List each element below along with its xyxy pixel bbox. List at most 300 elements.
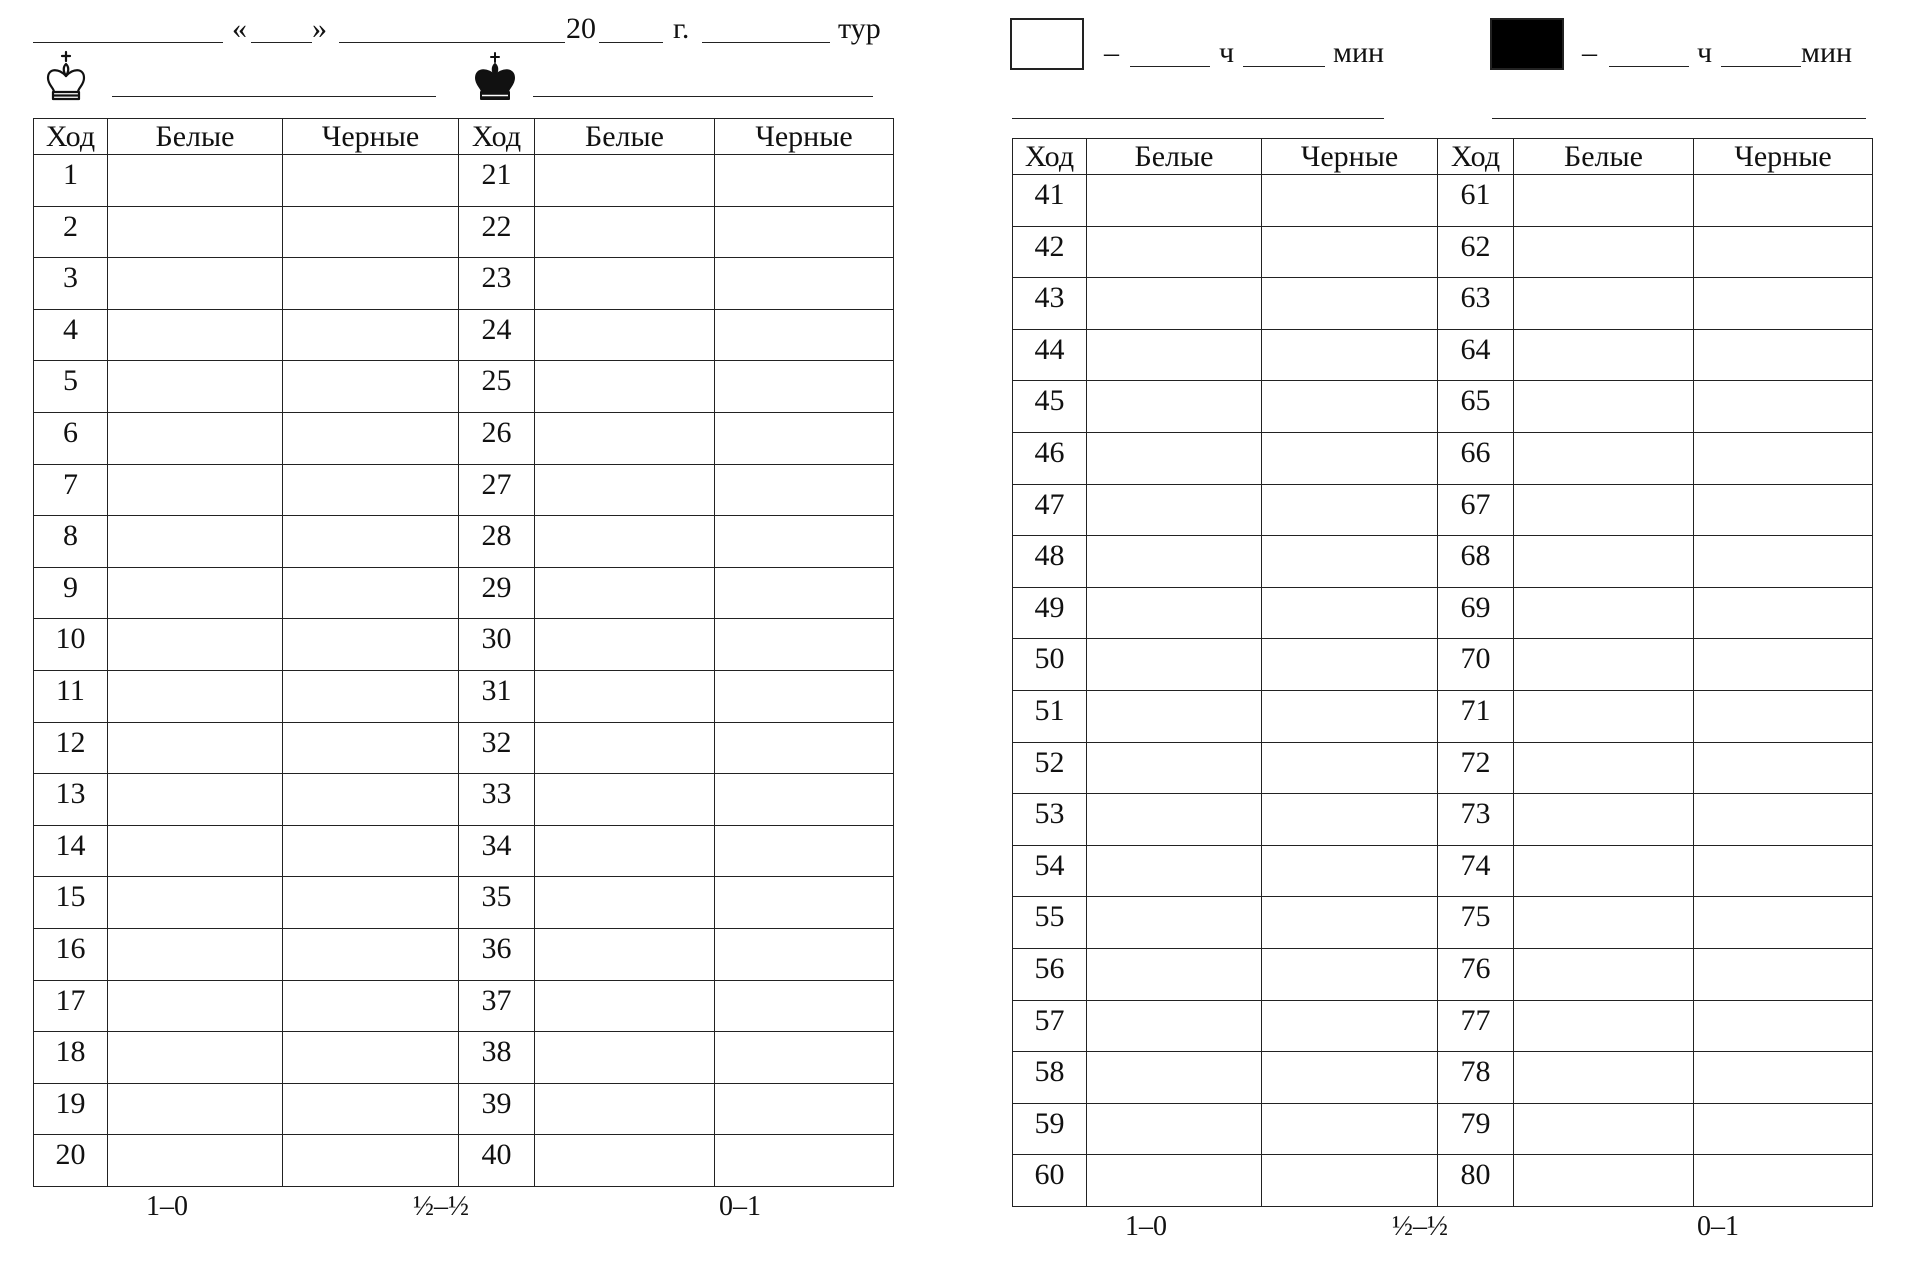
white-move-cell[interactable]: [1514, 845, 1694, 897]
move-number-cell: 1: [34, 155, 108, 207]
black-move-cell[interactable]: [283, 516, 459, 568]
black-move-cell[interactable]: [283, 155, 459, 207]
white-move-cell[interactable]: [1514, 690, 1694, 742]
black-move-cell[interactable]: [1694, 278, 1873, 330]
quote-close: »: [312, 12, 327, 45]
move-number-cell: 12: [34, 722, 108, 774]
white-hours-line[interactable]: [1130, 66, 1210, 67]
move-number-cell: 57: [1013, 1000, 1087, 1052]
move-number-cell: 38: [459, 1032, 535, 1084]
move-number-cell: 55: [1013, 897, 1087, 949]
white-move-cell[interactable]: [535, 155, 715, 207]
black-move-cell[interactable]: [1694, 897, 1873, 949]
result-black-win[interactable]: 0–1: [1697, 1211, 1739, 1242]
white-move-cell[interactable]: [108, 619, 283, 671]
table-row: [1013, 536, 1873, 588]
black-move-cell[interactable]: [1262, 948, 1438, 1000]
white-move-cell[interactable]: [1087, 794, 1262, 846]
white-move-cell[interactable]: [108, 309, 283, 361]
black-move-cell[interactable]: [283, 1083, 459, 1135]
black-move-cell[interactable]: [283, 619, 459, 671]
move-number-cell: 6: [34, 412, 108, 464]
table-row: [1013, 690, 1873, 742]
move-number-cell: 34: [459, 825, 535, 877]
black-move-cell[interactable]: [1262, 897, 1438, 949]
move-number-cell: 2: [34, 206, 108, 258]
move-number-cell: 46: [1013, 432, 1087, 484]
white-move-cell[interactable]: [1514, 794, 1694, 846]
table-row: [34, 516, 894, 568]
table-row: [34, 1135, 894, 1187]
place-field-line[interactable]: [33, 42, 223, 43]
move-number-cell: 10: [34, 619, 108, 671]
round-label: тур: [838, 12, 881, 45]
move-number-cell: 4: [34, 309, 108, 361]
white-move-cell[interactable]: [1087, 226, 1262, 278]
black-clock-box: [1490, 18, 1564, 70]
white-move-cell[interactable]: [1514, 587, 1694, 639]
header-black: Черные: [1694, 139, 1873, 175]
white-move-cell[interactable]: [1087, 690, 1262, 742]
black-move-cell[interactable]: [715, 258, 894, 310]
white-move-cell[interactable]: [1087, 329, 1262, 381]
black-move-cell[interactable]: [283, 1032, 459, 1084]
black-move-cell[interactable]: [1694, 587, 1873, 639]
black-hours-line[interactable]: [1609, 66, 1689, 67]
white-move-cell[interactable]: [108, 464, 283, 516]
move-number-cell: 72: [1438, 742, 1514, 794]
move-number-cell: 80: [1438, 1155, 1514, 1207]
table-row: [1013, 1155, 1873, 1207]
black-move-cell[interactable]: [283, 1135, 459, 1187]
white-move-cell[interactable]: [108, 670, 283, 722]
day-field-line[interactable]: [251, 42, 312, 43]
move-number-cell: 25: [459, 361, 535, 413]
move-number-cell: 32: [459, 722, 535, 774]
black-move-cell[interactable]: [283, 412, 459, 464]
white-move-cell[interactable]: [1087, 948, 1262, 1000]
black-move-cell[interactable]: [283, 722, 459, 774]
table-row: [1013, 845, 1873, 897]
white-move-cell[interactable]: [535, 722, 715, 774]
table-row: [1013, 794, 1873, 846]
move-number-cell: 56: [1013, 948, 1087, 1000]
header-white: Белые: [535, 119, 715, 155]
white-move-cell[interactable]: [108, 1135, 283, 1187]
black-move-cell[interactable]: [715, 361, 894, 413]
table-row: [34, 155, 894, 207]
black-move-cell[interactable]: [715, 619, 894, 671]
white-move-cell[interactable]: [535, 670, 715, 722]
result-draw[interactable]: ½–½: [413, 1191, 469, 1222]
table-row: [34, 361, 894, 413]
black-move-cell[interactable]: [1694, 1000, 1873, 1052]
white-move-cell[interactable]: [1514, 329, 1694, 381]
white-move-cell[interactable]: [535, 1083, 715, 1135]
black-move-cell[interactable]: [283, 258, 459, 310]
black-move-cell[interactable]: [1694, 1052, 1873, 1104]
white-move-cell[interactable]: [1514, 175, 1694, 227]
white-move-cell[interactable]: [535, 206, 715, 258]
white-move-cell[interactable]: [1514, 948, 1694, 1000]
black-move-cell[interactable]: [1262, 587, 1438, 639]
move-number-cell: 67: [1438, 484, 1514, 536]
black-move-cell[interactable]: [1262, 175, 1438, 227]
white-move-cell[interactable]: [1087, 587, 1262, 639]
move-number-cell: 5: [34, 361, 108, 413]
move-number-cell: 79: [1438, 1103, 1514, 1155]
white-move-cell[interactable]: [535, 464, 715, 516]
black-move-cell[interactable]: [1262, 381, 1438, 433]
move-number-cell: 13: [34, 774, 108, 826]
black-move-cell[interactable]: [715, 1083, 894, 1135]
move-number-cell: 23: [459, 258, 535, 310]
white-move-cell[interactable]: [535, 619, 715, 671]
black-move-cell[interactable]: [1262, 794, 1438, 846]
white-minutes-line[interactable]: [1243, 66, 1325, 67]
table-row: [34, 722, 894, 774]
move-number-cell: 53: [1013, 794, 1087, 846]
black-move-cell[interactable]: [283, 877, 459, 929]
header-move: Ход: [459, 119, 535, 155]
white-move-cell[interactable]: [1087, 845, 1262, 897]
black-move-cell[interactable]: [283, 309, 459, 361]
white-move-cell[interactable]: [1087, 1103, 1262, 1155]
black-king-icon: [473, 52, 517, 100]
white-move-cell[interactable]: [535, 877, 715, 929]
black-move-cell[interactable]: [1262, 1052, 1438, 1104]
table-row: [1013, 948, 1873, 1000]
white-king-icon: [44, 50, 88, 102]
move-number-cell: 36: [459, 928, 535, 980]
black-move-cell[interactable]: [1694, 329, 1873, 381]
table-row: [34, 1083, 894, 1135]
white-move-cell[interactable]: [108, 155, 283, 207]
black-move-cell[interactable]: [715, 1135, 894, 1187]
black-move-cell[interactable]: [1694, 1103, 1873, 1155]
white-move-cell[interactable]: [535, 516, 715, 568]
black-hours-label: ч: [1697, 36, 1713, 69]
white-signature-line[interactable]: [1012, 118, 1384, 119]
black-move-cell[interactable]: [715, 567, 894, 619]
move-number-cell: 17: [34, 980, 108, 1032]
table-row: [1013, 484, 1873, 536]
black-move-cell[interactable]: [715, 877, 894, 929]
black-move-cell[interactable]: [1694, 948, 1873, 1000]
black-move-cell[interactable]: [1694, 226, 1873, 278]
table-row: [34, 412, 894, 464]
move-number-cell: 59: [1013, 1103, 1087, 1155]
move-number-cell: 66: [1438, 432, 1514, 484]
black-move-cell[interactable]: [283, 980, 459, 1032]
move-number-cell: 68: [1438, 536, 1514, 588]
black-move-cell[interactable]: [283, 928, 459, 980]
move-number-cell: 77: [1438, 1000, 1514, 1052]
quote-open: «: [232, 12, 247, 45]
black-move-cell[interactable]: [715, 825, 894, 877]
header-white: Белые: [1087, 139, 1262, 175]
black-move-cell[interactable]: [1694, 1155, 1873, 1207]
white-move-cell[interactable]: [1514, 226, 1694, 278]
white-move-cell[interactable]: [108, 722, 283, 774]
table-header-row: [34, 119, 894, 155]
white-move-cell[interactable]: [1087, 432, 1262, 484]
black-move-cell[interactable]: [1694, 845, 1873, 897]
white-move-cell[interactable]: [1514, 897, 1694, 949]
white-move-cell[interactable]: [535, 825, 715, 877]
white-clock-box: [1010, 18, 1084, 70]
black-player-name-line[interactable]: [533, 96, 873, 97]
move-number-cell: 54: [1013, 845, 1087, 897]
white-move-cell[interactable]: [1087, 897, 1262, 949]
table-row: [1013, 226, 1873, 278]
table-row: [34, 670, 894, 722]
move-number-cell: 29: [459, 567, 535, 619]
black-move-cell[interactable]: [715, 670, 894, 722]
white-move-cell[interactable]: [108, 206, 283, 258]
white-move-cell[interactable]: [535, 412, 715, 464]
move-number-cell: 9: [34, 567, 108, 619]
round-field-line[interactable]: [702, 42, 830, 43]
table-row: [1013, 587, 1873, 639]
table-row: [1013, 175, 1873, 227]
black-minutes-line[interactable]: [1721, 66, 1801, 67]
black-move-cell[interactable]: [1694, 690, 1873, 742]
move-number-cell: 58: [1013, 1052, 1087, 1104]
white-move-cell[interactable]: [1514, 381, 1694, 433]
white-move-cell[interactable]: [1514, 484, 1694, 536]
move-number-cell: 63: [1438, 278, 1514, 330]
move-number-cell: 39: [459, 1083, 535, 1135]
white-move-cell[interactable]: [1514, 278, 1694, 330]
move-number-cell: 61: [1438, 175, 1514, 227]
black-move-cell[interactable]: [283, 670, 459, 722]
black-move-cell[interactable]: [1262, 742, 1438, 794]
table-row: [34, 206, 894, 258]
black-move-cell[interactable]: [283, 361, 459, 413]
move-number-cell: 70: [1438, 639, 1514, 691]
move-number-cell: 19: [34, 1083, 108, 1135]
white-move-cell[interactable]: [108, 877, 283, 929]
move-number-cell: 43: [1013, 278, 1087, 330]
black-move-cell[interactable]: [283, 774, 459, 826]
black-move-cell[interactable]: [1262, 432, 1438, 484]
white-move-cell[interactable]: [108, 361, 283, 413]
move-number-cell: 76: [1438, 948, 1514, 1000]
white-move-cell[interactable]: [1514, 1155, 1694, 1207]
black-move-cell[interactable]: [715, 412, 894, 464]
table-row: [1013, 639, 1873, 691]
white-move-cell[interactable]: [1087, 381, 1262, 433]
white-move-cell[interactable]: [1514, 742, 1694, 794]
year-prefix: 20: [566, 12, 596, 45]
black-signature-line[interactable]: [1492, 118, 1866, 119]
white-move-cell[interactable]: [1514, 432, 1694, 484]
black-move-cell[interactable]: [1694, 484, 1873, 536]
move-number-cell: 45: [1013, 381, 1087, 433]
white-move-cell[interactable]: [108, 1032, 283, 1084]
table-row: [1013, 1052, 1873, 1104]
white-move-cell[interactable]: [1087, 1000, 1262, 1052]
move-number-cell: 69: [1438, 587, 1514, 639]
white-player-name-line[interactable]: [112, 96, 436, 97]
black-move-cell[interactable]: [283, 825, 459, 877]
move-number-cell: 40: [459, 1135, 535, 1187]
table-row: [34, 877, 894, 929]
white-move-cell[interactable]: [108, 1083, 283, 1135]
white-move-cell[interactable]: [108, 412, 283, 464]
black-move-cell[interactable]: [1262, 278, 1438, 330]
black-move-cell[interactable]: [1262, 1103, 1438, 1155]
white-move-cell[interactable]: [1514, 639, 1694, 691]
white-move-cell[interactable]: [1514, 1103, 1694, 1155]
table-row: [1013, 897, 1873, 949]
move-number-cell: 8: [34, 516, 108, 568]
white-move-cell[interactable]: [1514, 536, 1694, 588]
white-move-cell[interactable]: [1087, 639, 1262, 691]
header-black: Черные: [715, 119, 894, 155]
black-move-cell[interactable]: [1262, 1155, 1438, 1207]
black-move-cell[interactable]: [715, 516, 894, 568]
black-move-cell[interactable]: [715, 1032, 894, 1084]
white-move-cell[interactable]: [108, 980, 283, 1032]
black-time-dash: –: [1582, 36, 1597, 69]
black-move-cell[interactable]: [1262, 226, 1438, 278]
white-move-cell[interactable]: [535, 774, 715, 826]
white-move-cell[interactable]: [535, 258, 715, 310]
white-move-cell[interactable]: [535, 928, 715, 980]
white-move-cell[interactable]: [535, 309, 715, 361]
table-row: [34, 567, 894, 619]
table-row: [1013, 381, 1873, 433]
move-number-cell: 28: [459, 516, 535, 568]
black-move-cell[interactable]: [283, 464, 459, 516]
black-move-cell[interactable]: [1262, 484, 1438, 536]
black-move-cell[interactable]: [715, 774, 894, 826]
left-score-table: [33, 118, 894, 1187]
black-move-cell[interactable]: [1262, 1000, 1438, 1052]
move-number-cell: 48: [1013, 536, 1087, 588]
right-score-table: [1012, 138, 1873, 1207]
move-number-cell: 52: [1013, 742, 1087, 794]
white-move-cell[interactable]: [108, 928, 283, 980]
white-move-cell[interactable]: [1087, 175, 1262, 227]
header-move: Ход: [34, 119, 108, 155]
move-number-cell: 21: [459, 155, 535, 207]
table-row: [1013, 278, 1873, 330]
move-number-cell: 75: [1438, 897, 1514, 949]
white-time-dash: –: [1104, 36, 1119, 69]
move-number-cell: 20: [34, 1135, 108, 1187]
header-move: Ход: [1438, 139, 1514, 175]
table-row: [1013, 329, 1873, 381]
move-number-cell: 24: [459, 309, 535, 361]
table-row: [34, 619, 894, 671]
white-move-cell[interactable]: [535, 1135, 715, 1187]
black-move-cell[interactable]: [1694, 381, 1873, 433]
table-row: [1013, 432, 1873, 484]
table-header-row: [1013, 139, 1873, 175]
white-move-cell[interactable]: [535, 980, 715, 1032]
black-move-cell[interactable]: [1694, 432, 1873, 484]
move-number-cell: 16: [34, 928, 108, 980]
white-move-cell[interactable]: [1514, 1000, 1694, 1052]
white-move-cell[interactable]: [108, 774, 283, 826]
black-move-cell[interactable]: [715, 155, 894, 207]
result-white-win[interactable]: 1–0: [1125, 1211, 1167, 1242]
table-row: [34, 309, 894, 361]
move-number-cell: 11: [34, 670, 108, 722]
white-move-cell[interactable]: [108, 258, 283, 310]
move-number-cell: 22: [459, 206, 535, 258]
white-move-cell[interactable]: [1087, 484, 1262, 536]
year-field-line[interactable]: [599, 42, 663, 43]
move-number-cell: 27: [459, 464, 535, 516]
move-number-cell: 14: [34, 825, 108, 877]
move-number-cell: 33: [459, 774, 535, 826]
white-move-cell[interactable]: [535, 1032, 715, 1084]
black-move-cell[interactable]: [715, 206, 894, 258]
white-move-cell[interactable]: [108, 567, 283, 619]
move-number-cell: 44: [1013, 329, 1087, 381]
white-move-cell[interactable]: [535, 567, 715, 619]
result-white-win[interactable]: 1–0: [146, 1191, 188, 1222]
white-move-cell[interactable]: [1087, 742, 1262, 794]
black-move-cell[interactable]: [715, 928, 894, 980]
month-field-line[interactable]: [339, 42, 565, 43]
black-move-cell[interactable]: [1694, 742, 1873, 794]
white-move-cell[interactable]: [1514, 1052, 1694, 1104]
black-move-cell[interactable]: [1694, 175, 1873, 227]
black-move-cell[interactable]: [1262, 639, 1438, 691]
black-move-cell[interactable]: [1694, 639, 1873, 691]
white-minutes-label: мин: [1333, 36, 1385, 69]
black-move-cell[interactable]: [1694, 794, 1873, 846]
move-number-cell: 15: [34, 877, 108, 929]
header-white: Белые: [108, 119, 283, 155]
move-number-cell: 74: [1438, 845, 1514, 897]
white-move-cell[interactable]: [108, 516, 283, 568]
table-row: [1013, 1103, 1873, 1155]
white-move-cell[interactable]: [1087, 278, 1262, 330]
black-move-cell[interactable]: [1262, 536, 1438, 588]
black-move-cell[interactable]: [715, 722, 894, 774]
white-move-cell[interactable]: [1087, 1052, 1262, 1104]
header-move: Ход: [1013, 139, 1087, 175]
white-move-cell[interactable]: [535, 361, 715, 413]
white-move-cell[interactable]: [108, 825, 283, 877]
result-draw[interactable]: ½–½: [1392, 1211, 1448, 1242]
black-move-cell[interactable]: [715, 464, 894, 516]
move-number-cell: 35: [459, 877, 535, 929]
move-number-cell: 30: [459, 619, 535, 671]
black-move-cell[interactable]: [1262, 845, 1438, 897]
result-black-win[interactable]: 0–1: [719, 1191, 761, 1222]
table-row: [34, 928, 894, 980]
black-move-cell[interactable]: [715, 309, 894, 361]
move-number-cell: 37: [459, 980, 535, 1032]
black-move-cell[interactable]: [1262, 690, 1438, 742]
black-move-cell[interactable]: [283, 567, 459, 619]
white-move-cell[interactable]: [1087, 536, 1262, 588]
black-move-cell[interactable]: [283, 206, 459, 258]
white-move-cell[interactable]: [1087, 1155, 1262, 1207]
black-move-cell[interactable]: [1262, 329, 1438, 381]
black-move-cell[interactable]: [1694, 536, 1873, 588]
black-move-cell[interactable]: [715, 980, 894, 1032]
move-number-cell: 62: [1438, 226, 1514, 278]
table-row: [34, 464, 894, 516]
